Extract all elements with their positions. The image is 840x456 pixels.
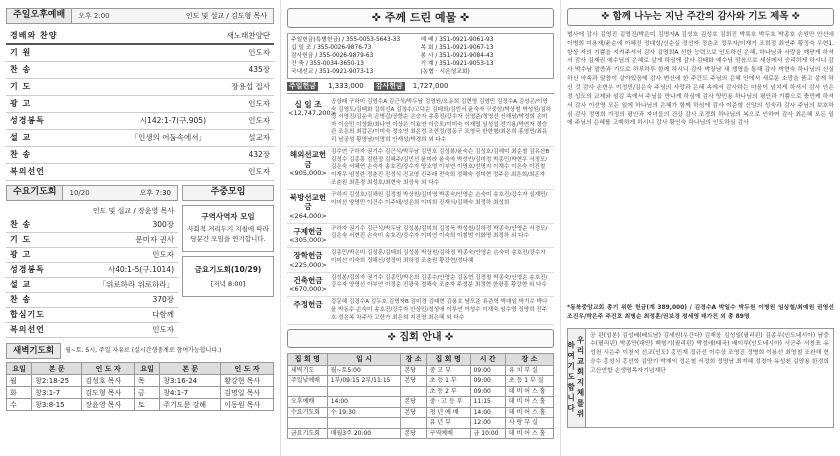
- offering-amount: <905,000>: [289, 169, 327, 178]
- fund-note: *동북중앙교회 총기 위한 헌금(계 389,000) / 김경수A 박일수 박두원 이병원 임상철/최예원 권영선 조진우/박은주 주진호 최병순 최정훈/권보경 정세영 태가진 외 총 89명: [567, 304, 834, 320]
- account-line: 감사헌금 / 355-0026-9879-63: [291, 52, 374, 59]
- schedule-cell: 데 비 어 스 홀: [505, 428, 553, 439]
- offering-names: 구하자 권기수 김근식/박두남 김성봉/김미희 김정득 박성원/김하정 박종숙/안영순 서정모/김은숙 서현진 손숙미 송호진/강수자 이미연 이숙희 이철범 이화명 최정하 외 다수: [331, 225, 548, 240]
- offering-amount: <670,000>: [289, 285, 327, 294]
- dawn-cell: 김성호 목사: [82, 375, 135, 387]
- service-item-person: 설교자: [248, 133, 270, 143]
- offering-row: [287, 190, 554, 224]
- schedule-cell: 본당: [401, 397, 426, 408]
- schedule-row: [288, 376, 554, 387]
- wednesday-item-label: 찬 송: [10, 294, 32, 304]
- dawn-cell: 장윤영 목사: [82, 399, 135, 411]
- thanks-offering-label: 감사헌금: [375, 82, 403, 91]
- dawn-cell: 창2:18-25: [32, 375, 82, 387]
- sunday-offering-label: 주일헌금: [289, 82, 317, 91]
- service-item: [6, 62, 274, 79]
- wednesday-item-label: 복의선언: [10, 324, 45, 334]
- offering-label: [287, 190, 329, 223]
- offering-name: 건축헌금: [293, 275, 323, 285]
- dawn-cell: 창4:1-7: [160, 387, 221, 399]
- dawn-cell: 창3:8-15: [32, 399, 82, 411]
- schedule-row: [288, 407, 554, 418]
- offering-names: 김수연 구하자 권기수 김근식/박두남 김민호 김성봉/윤숙슨 김성호/김해미 최순철 김유산B 김정수 김종흥 김한정 김혜주/김민선 윤미라 윤숙자 박성빈/김미정 박종민/박현우 서정모/김은숙 서혜연 손숙자 송호진/강수자 양소영 이부연 이영호/전명지 이재수 이은숙 이진철 이재우 임정란 정춘진 진정식 진교영 진주래 전숙희 정해숙 정미현 정주은 최은희/최은자 조춘원 최훈경 최성호/최현숙 최상욱 외 다수: [331, 149, 550, 186]
- offering-names: 강문혜 김경수A 김두호 김명자B 김미경 김태현 김용호 남모준 류준혁 박대일 박기수 박다윤 박동수 손숙미 송호진/강수자 안상민/정성애 이부연 이성수 이재숙 임수영 정영희 진주호 정은복 차주사 고한가 최은희 지진영 최은혜 외 다수: [331, 299, 548, 321]
- dawn-header-cell: 본 문: [160, 363, 221, 375]
- offering-row: [287, 273, 554, 298]
- service-item-person: 435장: [248, 65, 270, 75]
- schedule-cell: 월~토5:00: [327, 365, 401, 376]
- dawn-cell: 김명일 목사: [221, 387, 274, 399]
- schedule-cell: 본당: [401, 365, 426, 376]
- offering-label: [287, 97, 337, 146]
- service-item: [6, 96, 274, 113]
- sunday-offering-amount: 1,333,000: [328, 82, 364, 91]
- offering-label: [287, 248, 329, 272]
- service-item-label: 경배와 찬양: [10, 30, 58, 40]
- wednesday-item-label: 설 교: [10, 279, 32, 289]
- account-line: 국내선교 / 351-0921-9073-13: [291, 69, 374, 76]
- account-line: 건 축 / 355-0034-3650-13: [291, 61, 364, 68]
- offering-label: [287, 147, 329, 189]
- meeting-2-desc: [저녁 8:00]: [210, 280, 246, 289]
- offering-label: [287, 273, 329, 297]
- wednesday-item-value: 370장: [152, 295, 174, 305]
- account-box: [287, 33, 554, 80]
- schedule-cell: 12:00: [470, 418, 505, 429]
- schedule-cell: 데 비 어 스 홀: [505, 407, 553, 418]
- service-item-label: 복의선언: [10, 167, 45, 176]
- schedule-cell: 데 비 어 스 홀: [505, 386, 553, 397]
- service-item: [6, 147, 274, 164]
- schedule-cell: 중 고 부: [426, 365, 470, 376]
- service-item: [6, 79, 274, 96]
- schedule-cell: 본당: [401, 428, 426, 439]
- schedule-cell: 본당: [401, 376, 426, 387]
- schedule-cell: 14:00: [470, 407, 505, 418]
- offering-row: [287, 147, 554, 190]
- dawn-header-cell: 요일: [7, 363, 32, 375]
- prayer-member-label: 우리교회지체를위하여기도합니다: [568, 329, 586, 427]
- dawn-subtitle: 월~토. 5시, 주일 자유로 (실시간생중계로 참여가능합니다.): [65, 347, 222, 355]
- meeting-1-title: 구역사역자 모임: [201, 212, 255, 221]
- wednesday-item-label: 합심기도: [10, 309, 45, 319]
- offering-names: 구하지 김성호/김해원 김정철 박상원/김미영 박종숙/안영순 손숙미 송호진/강수자 심재민/이미선 양영민 이건수 이주태/성은희 이미희 진재식/김해숙 최정하 최성희: [331, 192, 548, 206]
- offering-name: 구제헌금: [293, 226, 323, 236]
- wednesday-header: [6, 185, 178, 201]
- account-line: 봉 사 / 351-0921-9084-43: [420, 52, 494, 59]
- schedule-cell: 수요기도회: [288, 407, 328, 418]
- schedule-cell: 주일낮예배: [288, 376, 328, 387]
- wednesday-item: [6, 323, 178, 338]
- schedule-cell: 09:00: [470, 365, 505, 376]
- schedule-cell: [288, 418, 328, 429]
- dawn-row: [7, 375, 274, 387]
- dawn-row: [7, 399, 274, 411]
- schedule-cell: 유 치 부 실: [505, 365, 553, 376]
- schedule-cell: 사 랑 부 실: [505, 418, 553, 429]
- dawn-cell: 황강현 목사: [221, 375, 274, 387]
- dawn-cell: 수: [7, 399, 32, 411]
- schedule-row: [288, 386, 554, 397]
- offering-list: [287, 97, 554, 325]
- service-item-person: 인도자: [248, 48, 270, 58]
- wednesday-item-value: 다함께: [152, 310, 174, 320]
- wednesday-item: [6, 248, 178, 263]
- schedule-cell: 금요기도회: [288, 428, 328, 439]
- offering-row: [287, 97, 554, 147]
- dawn-cell: 목: [135, 375, 160, 387]
- afternoon-service-order: [6, 28, 274, 181]
- afternoon-service-header: [6, 8, 274, 24]
- wednesday-item: [6, 218, 178, 233]
- service-item-person: 인도자: [248, 167, 270, 177]
- wednesday-item: [6, 263, 178, 278]
- offering-name: 십 일 조: [294, 100, 322, 110]
- account-line: 예 배 / 351-0921-9061-93: [420, 36, 494, 43]
- meeting-box-1: [182, 205, 274, 252]
- wednesday-leader: 인도 및 설교 / 장윤영 목사: [92, 207, 174, 215]
- prayer-title: ✜ 함께 나누는 지난 주간의 감사와 기도 제목 ✜: [567, 8, 834, 26]
- schedule-cell: 유 년 부: [426, 418, 470, 429]
- offering-amount: <305,000>: [289, 236, 327, 245]
- offering-amount: <12,747,200>: [288, 109, 337, 118]
- schedule-header-cell: 장 소: [401, 353, 426, 365]
- bulletin-page-2: [280, 0, 560, 456]
- offering-amount: <264,000>: [289, 211, 327, 220]
- wednesday-item-value: 300장: [152, 220, 174, 230]
- service-item-person: 새노래찬양단: [226, 30, 270, 40]
- wednesday-title: 수요기도회: [7, 186, 63, 200]
- service-item-label: 성경봉독: [10, 116, 45, 125]
- dawn-title: 새벽기도회: [6, 343, 61, 360]
- dawn-header-cell: 인 도 자: [82, 363, 135, 375]
- schedule-cell: 매월3주 20:00: [327, 428, 401, 439]
- service-item-label: 설 교: [10, 133, 32, 142]
- offering-names: 김성봉/김희자 권기수 김종민/박은희 김종수/안영순 김동현 김정철 박종숙/안영순 송호진/강수자 양영선 이부연 이정순 진광국 정해숙 조춘자 주정분 최정현 한광훈 황강현 외 다수: [331, 274, 548, 289]
- wednesday-item-value: 인도자: [152, 250, 174, 260]
- account-line: (농협 · 시온성교회): [420, 69, 470, 76]
- offering-names: 김종민/박은미 김성훈/김태희 김성봉 박상원/김하정 박종숙/안영순 손숙미 송호진/강수자 이미선 이숙희 정해신/정정미 최하정 조춘원 황강현/정다혜: [331, 250, 546, 264]
- dawn-header-cell: 요일: [135, 363, 160, 375]
- service-item-label: 찬 송: [10, 150, 32, 159]
- schedule-cell: 수 19:30: [327, 407, 401, 418]
- schedule-cell: 데 비 어 스 홀: [505, 397, 553, 408]
- dawn-cell: 이동원 목사: [221, 399, 274, 411]
- schedule-row: [288, 365, 554, 376]
- offering-name: 북방선교헌금: [289, 193, 327, 212]
- offering-amount: <225,000>: [289, 260, 327, 269]
- schedule-table: [287, 353, 554, 440]
- prayer-body: 범사에 감사 김영진 김영진/박은미 김명자A 김성호 김성호 김희진 박록호 박두호 박종호 손원만 안선애 이병희 이용재/윤순애 이혜진 정대성/신순실 정선자 정춘조 정무자/이재기 조희정 최연주 황정숙 우현1. 항상 자의 기쁨을 지켜주셔서 감사 김영희A 선한 능력으로 인도하신 은혜, 하나님과 사랑을 깨닫게 하셔서 감사 김재권 예수님의 은혜로 살게 하심에 감사 김태화 예수님 믿음으로 세상에서 승리하게 하시니 감사 박수남 말씀과 기도로 하루하루 함께 하시니 감사 박장남 새 생명을 통해 감사 박현숙 하나님의 신실하신 약속과 말씀이 살아있음에 감사 변신애 한 주간도 주님의 은혜 안에서 새로운 소망을 품고 살게 하신 것 감사 손현우 이정민/김은숙 주님의 사랑과 은혜 속에서 감사하는 마음이 넘치게 하셔서 감사 안은정 성도의 교제와 섬김 속에서 주님을 만나게 하심에 감사 양민용 하나님의 평안과 기쁨으로 충만케 하셔서 감사 이선영 모든 일에 하나님의 은혜가 함께 하심에 감사 이준형 신앙의 성숙과 감사 주님의 보호하심 감사 정명희 가정의 평안과 자녀들의 건강 감사 조경희 하나님의 복으로 인하여 감사 최은혜 모든 일에 주님의 은혜를 고백하게 하시니 감사 황인숙 하나님의 인도하심 감사: [567, 31, 834, 127]
- afternoon-service-time: 오후 2:00: [78, 11, 110, 20]
- wednesday-item-value: 사40:1-5(구.1014): [107, 265, 174, 275]
- account-line: 십 일 조 / 355-0026-9876-73: [291, 44, 372, 51]
- wednesday-time: 오후 7:30: [139, 188, 171, 197]
- schedule-cell: 중 · 고 등 부: [426, 397, 470, 408]
- offering-title: ✜ 주께 드린 예물 ✜: [287, 8, 554, 28]
- offering-row: [287, 224, 554, 249]
- schedule-cell: [327, 386, 401, 397]
- service-item-label: 기 도: [10, 82, 32, 91]
- schedule-row: [288, 418, 554, 429]
- account-line: 목 회 / 351-0921-9067-13: [420, 44, 494, 51]
- service-item-value: 「인생의 어둠속에서」: [130, 133, 206, 143]
- dawn-cell: 토: [135, 399, 160, 411]
- schedule-cell: 오후예배: [288, 397, 328, 408]
- meeting-1-desc: 사회적 거리두기 지침에 따라 당분간 모임을 연기합니다.: [187, 225, 269, 244]
- prayer-member-box: [567, 328, 834, 428]
- service-item-label: 광 고: [10, 99, 32, 108]
- dawn-table: [6, 362, 274, 411]
- service-item-label: 기 원: [10, 48, 32, 57]
- dawn-cell: 창3:16-24: [160, 375, 221, 387]
- schedule-header-cell: 집 회 명: [426, 353, 470, 365]
- meeting-2-title: 금요기도회(10/29): [194, 264, 262, 274]
- service-item-person: 인도자: [248, 116, 270, 126]
- schedule-cell: 초 등 2 부: [426, 386, 470, 397]
- service-item: [6, 130, 274, 147]
- wednesday-item-label: 찬 송: [10, 219, 32, 229]
- wednesday-item-value: 인도자: [152, 325, 174, 335]
- schedule-cell: [288, 386, 328, 397]
- schedule-cell: 금 10:00: [470, 428, 505, 439]
- dawn-cell: 월: [7, 375, 32, 387]
- service-item-person: 432장: [248, 150, 270, 160]
- schedule-cell: 초 등 1 부: [426, 376, 470, 387]
- offering-label: [287, 297, 329, 324]
- dawn-cell: 주기도문 강해: [160, 399, 221, 411]
- thanks-offering-amount: 1,727,000: [412, 82, 449, 91]
- offering-names: 공상래 구하미 김영수A 김근식/박두남 김영원/오유희 김현영 김영민 김정수A 김성곤/이명숙 김영도/김태화 김희선A 김정수/고덕순 김태희/김민서 윤숙자 구중삼/박상철 박성원/김하정 서영진/김운숙 손병갑/공향순 손승자 송흥진/강수자 신영준/정영선 신해남/박정희 손미자 이승민 이상화/최나연 이상은 이효연 이승모/이미숙 이재엽 임성섭 전기용/박연자 정승관 조은희 최갑곤/이미숙 정소연 최은정 조현정/정동구 조영국 한한형/최은희 홍영민/최유리 남궁성 황영남/이명희 안재성/박경희 외 다수: [331, 99, 552, 143]
- dawn-cell: 금: [135, 387, 160, 399]
- schedule-cell: 14:00: [327, 397, 401, 408]
- offering-row: [287, 248, 554, 273]
- offering-name: 장학헌금: [293, 251, 323, 261]
- weekly-meeting-title: 주중모임: [210, 187, 246, 198]
- offering-label: [287, 224, 329, 248]
- dawn-cell: 창3:1-7: [32, 387, 82, 399]
- wednesday-date: 10/20: [69, 188, 90, 197]
- bulletin-page-1: [0, 0, 280, 456]
- schedule-cell: 구역예배: [426, 428, 470, 439]
- service-item-value: 시142:1-7(구.905): [139, 116, 206, 126]
- schedule-cell: 09:00: [470, 386, 505, 397]
- wednesday-item-label: 성경봉독: [10, 264, 45, 274]
- service-item: [6, 45, 274, 62]
- schedule-cell: [401, 386, 426, 397]
- dawn-header-cell: 본 문: [32, 363, 82, 375]
- offering-name: 주정헌금: [293, 300, 323, 310]
- schedule-header-cell: 일 시: [327, 353, 401, 365]
- schedule-cell: 11:15: [470, 397, 505, 408]
- schedule-cell: 새벽기도: [288, 365, 328, 376]
- service-item-label: 찬 송: [10, 65, 32, 74]
- schedule-cell: 청 년 예 배: [426, 407, 470, 418]
- dawn-row: [7, 387, 274, 399]
- service-item-person: 장용섭 집사: [231, 82, 270, 92]
- wednesday-item: [6, 233, 178, 248]
- afternoon-service-leader: 인도 및 설교 / 김도형 목사: [185, 11, 267, 20]
- service-item-person: 인도자: [248, 99, 270, 109]
- wednesday-item-value: 문미자 권사: [135, 235, 174, 245]
- weekly-meeting-header: [182, 185, 274, 201]
- prayer-member-text: 공 판(일본) 김성배(베트남) 김세원(우간다) 김재웅 김성일(필리핀) 김종우(인도네시아) 남중수(필리핀) 박종만(대만) 백형기(필리핀) 박정애(태국) 배이루(인도네시아) 서군주 서창표 유성천 시은주 이천석 선교(인도) 홍민재 정규선 이수상 조영진 정병희 이용선 최영철 조완해 현승수 홍성식 홍선학 김양기 박재익 정은철 서정희 정명남 최지혜 정경아 유성천 김양용 한경희 고산연합 손생명목자기념재단: [590, 332, 829, 375]
- schedule-row: [288, 428, 554, 439]
- schedule-cell: 초 등 1 부 실: [505, 376, 553, 387]
- service-item: [6, 164, 274, 181]
- dawn-cell: 김도형 목사: [82, 387, 135, 399]
- schedule-header-cell: 장 소: [505, 353, 553, 365]
- schedule-header-cell: 시 간: [470, 353, 505, 365]
- account-line: 주일헌금(특별헌금) / 355-0053-5643-33: [291, 36, 401, 43]
- schedule-cell: [401, 418, 426, 429]
- service-item: [6, 28, 274, 45]
- wednesday-item: [6, 293, 178, 308]
- schedule-cell: 1부/09:15 2부/11:15: [327, 376, 401, 387]
- offering-row: [287, 297, 554, 325]
- meeting-box-2: [182, 256, 274, 298]
- schedule-title: ✜ 집회 안내 ✜: [287, 329, 554, 348]
- dawn-cell: 화: [7, 387, 32, 399]
- offering-name: 해외선교헌금: [289, 150, 327, 169]
- wednesday-item: [6, 278, 178, 293]
- bulletin-page-3: [560, 0, 840, 456]
- schedule-cell: 09:00: [470, 376, 505, 387]
- dawn-header-cell: 인 도 자: [221, 363, 274, 375]
- schedule-cell: 본당: [401, 407, 426, 418]
- wednesday-item-label: 기 도: [10, 234, 32, 244]
- wednesday-item-value: 「위로하라 위로하라」: [98, 280, 174, 290]
- account-line: 기 계 / 351-0921-9053-13: [420, 61, 494, 68]
- afternoon-service-title: 주일오후예배: [7, 9, 72, 23]
- sunday-offering-row: [287, 82, 554, 94]
- schedule-cell: [327, 418, 401, 429]
- wednesday-item: [6, 308, 178, 323]
- schedule-row: [288, 397, 554, 408]
- wednesday-order: [6, 218, 178, 338]
- wednesday-item-label: 광 고: [10, 249, 32, 259]
- service-item: [6, 113, 274, 130]
- schedule-header-cell: 집 회 명: [288, 353, 328, 365]
